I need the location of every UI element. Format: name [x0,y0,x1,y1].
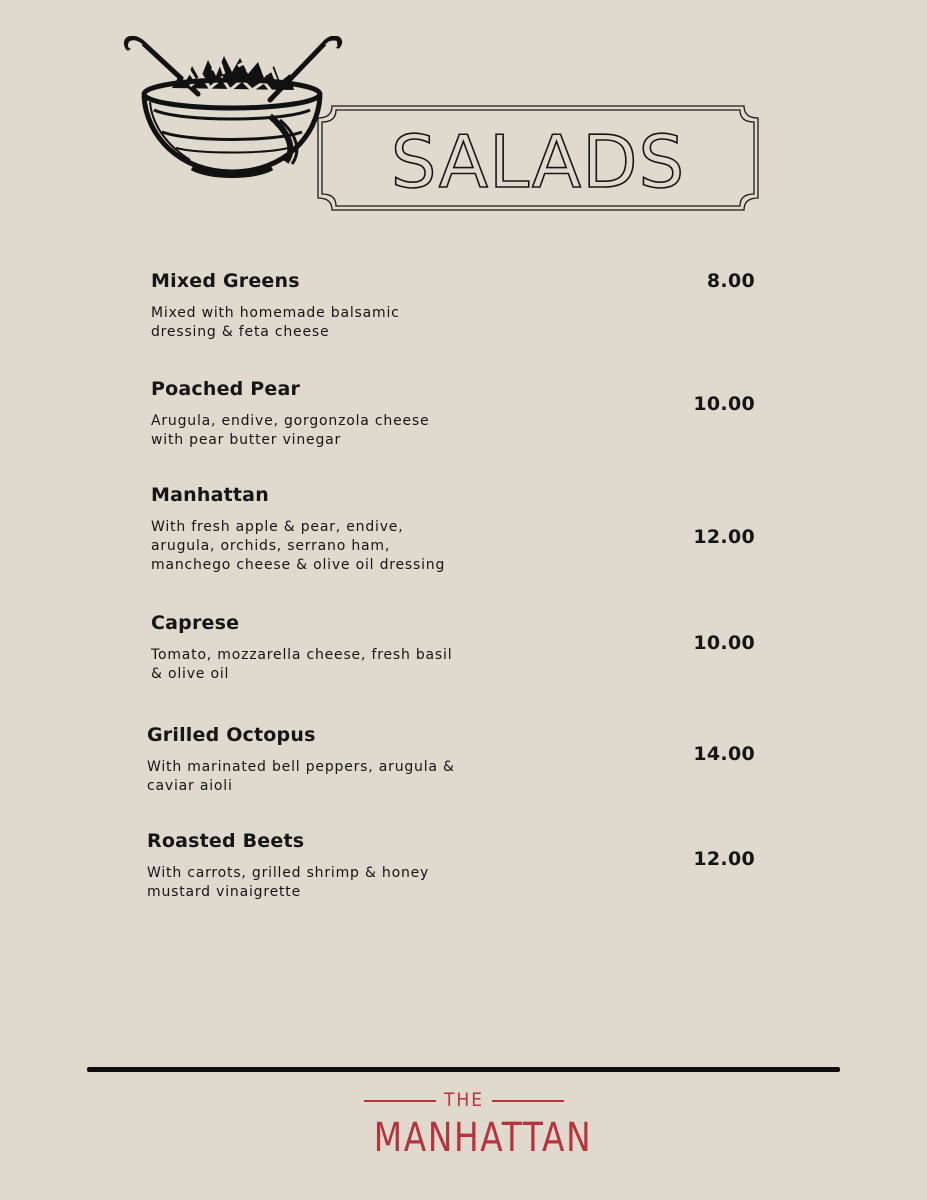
restaurant-logo [354,1084,593,1166]
item-description: Tomato, mozzarella cheese, fresh basil & olive oil [151,647,453,682]
menu-item [151,270,441,342]
logo-brand-text: MANHATTAN [373,1115,593,1161]
menu-item [147,724,467,796]
item-name: Caprese [151,612,240,634]
title-frame [316,104,760,212]
item-price: 10.00 [693,393,755,415]
item-name: Grilled Octopus [147,724,316,746]
item-description: With carrots, grilled shrimp & honey mustard vinaigrette [147,865,430,900]
item-price: 12.00 [693,848,755,870]
logo-the-text: THE [443,1089,485,1111]
item-name: Poached Pear [151,378,301,400]
menu-item [151,484,461,575]
logo-line-right [492,1100,564,1102]
page-title: SALADS [390,120,686,204]
item-price: 10.00 [693,632,755,654]
item-description: With fresh apple & pear, endive, arugula, orchids, serrano ham, manchego cheese & olive oil dressing [151,519,446,573]
item-price: 14.00 [693,743,755,765]
item-description: Mixed with homemade balsamic dressing & feta cheese [151,305,400,340]
item-price: 12.00 [693,526,755,548]
menu-item [147,830,447,902]
item-description: With marinated bell peppers, arugula & caviar aioli [147,759,455,794]
salad-bowl-icon [120,36,345,181]
item-name: Manhattan [151,484,269,506]
menu-item [151,378,451,450]
item-price: 8.00 [706,270,755,292]
footer-divider [87,1067,840,1072]
item-description: Arugula, endive, gorgonzola cheese with pear butter vinegar [151,413,430,448]
item-name: Mixed Greens [151,270,300,292]
menu-item [151,612,466,684]
item-name: Roasted Beets [147,830,305,852]
